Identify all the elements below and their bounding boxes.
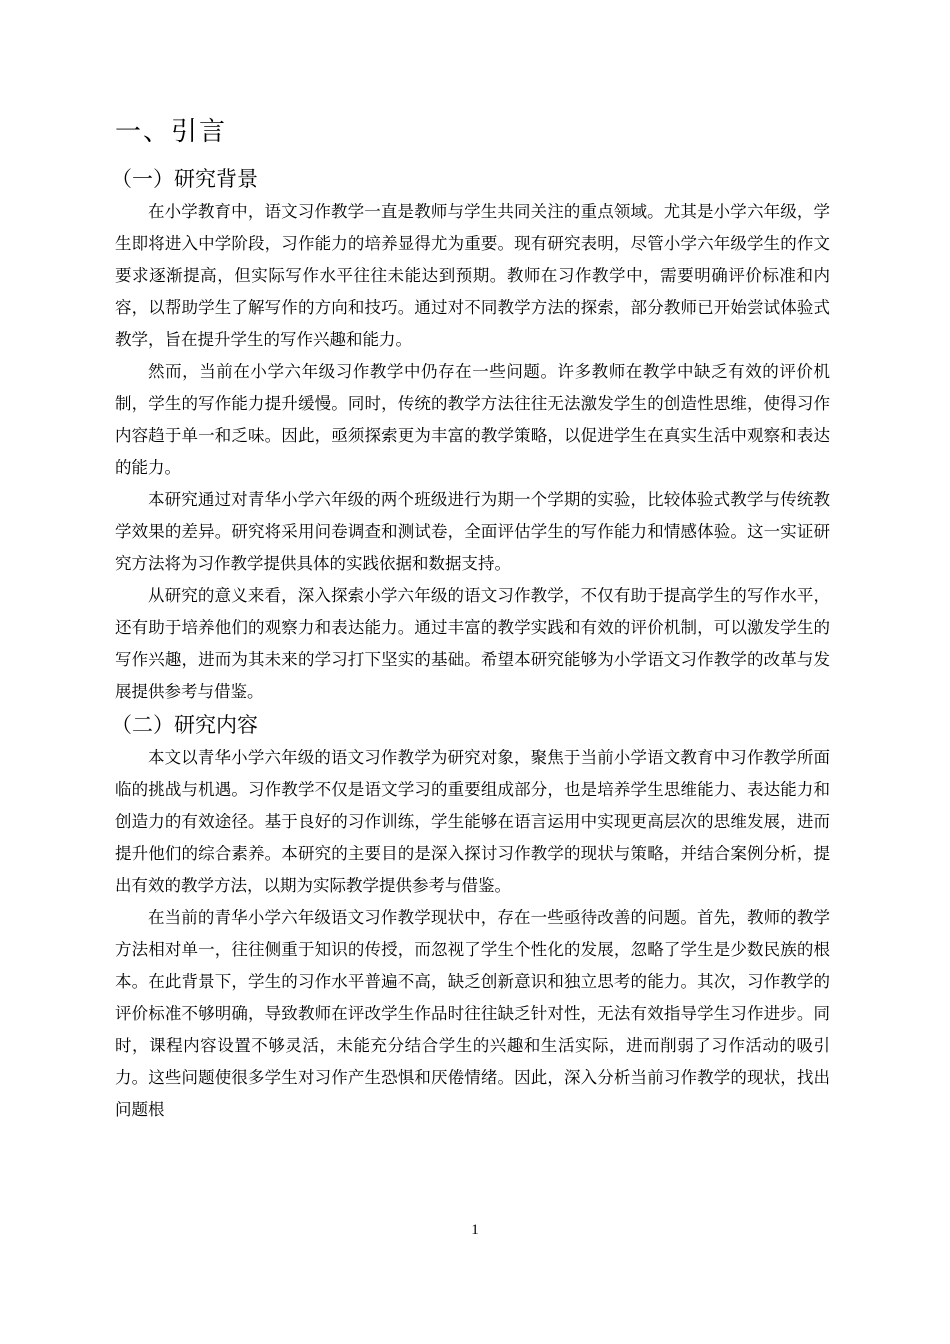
paragraph: 从研究的意义来看，深入探索小学六年级的语文习作教学，不仅有助于提高学生的写作水平，还有助于培养他们的观察力和表达能力。通过丰富的教学实践和有效的评价机制，可以激发学生的写作兴趣，进而为其未来的学习打下坚实的基础。希望本研究能够为小学语文习作教学的改革与发展提供参考与借鉴。 xyxy=(115,586,830,701)
chapter-heading: 一、引言 xyxy=(115,117,228,147)
page-number: 1 xyxy=(471,1222,479,1238)
paragraph: 在小学教育中，语文习作教学一直是教师与学生共同关注的重点领域。尤其是小学六年级，学生即将进入中学阶段，习作能力的培养显得尤为重要。现有研究表明，尽管小学六年级学生的作文要求逐渐提高，但实际写作水平往往未能达到预期。教师在习作教学中，需要明确评价标准和内容，以帮助学生了解写作的方向和技巧。通过对不同教学方法的探索，部分教师已开始尝试体验式教学，旨在提升学生的写作兴趣和能力。 xyxy=(115,202,830,349)
section-title-content: （二）研究内容 xyxy=(111,713,258,737)
paragraph: 然而，当前在小学六年级习作教学中仍存在一些问题。许多教师在教学中缺乏有效的评价机制，学生的写作能力提升缓慢。同时，传统的教学方法往往无法激发学生的创造性思维，使得习作内容趋于单一和乏味。因此，亟须探索更为丰富的教学策略，以促进学生在真实生活中观察和表达的能力。 xyxy=(115,362,830,477)
paragraph: 本文以青华小学六年级的语文习作教学为研究对象，聚焦于当前小学语文教育中习作教学所面临的挑战与机遇。习作教学不仅是语文学习的重要组成部分，也是培养学生思维能力、表达能力和创造力的有效途径。基于良好的习作训练，学生能够在语言运用中实现更高层次的思维发展，进而提升他们的综合素养。本研究的主要目的是深入探讨习作教学的现状与策略，并结合案例分析，提出有效的教学方法，以期为实际教学提供参考与借鉴。 xyxy=(115,748,830,895)
paragraph: 本研究通过对青华小学六年级的两个班级进行为期一个学期的实验，比较体验式教学与传统教学效果的差异。研究将采用问卷调查和测试卷，全面评估学生的写作能力和情感体验。这一实证研究方法将为习作教学提供具体的实践依据和数据支持。 xyxy=(115,490,830,573)
paragraph: 在当前的青华小学六年级语文习作教学现状中，存在一些亟待改善的问题。首先，教师的教学方法相对单一，往往侧重于知识的传授，而忽视了学生个性化的发展，忽略了学生是少数民族的根本。在此背景下，学生的习作水平普遍不高，缺乏创新意识和独立思考的能力。其次，习作教学的评价标准不够明确，导致教师在评改学生作品时往往缺乏针对性，无法有效指导学生习作进步。同时，课程内容设置不够灵活，未能充分结合学生的兴趣和生活实际，进而削弱了习作活动的吸引力。这些问题使很多学生对习作产生恐惧和厌倦情绪。因此，深入分析当前习作教学的现状，找出问题根 xyxy=(115,908,830,1119)
section-title-background: （一）研究背景 xyxy=(111,167,258,191)
page-content xyxy=(111,110,830,1126)
